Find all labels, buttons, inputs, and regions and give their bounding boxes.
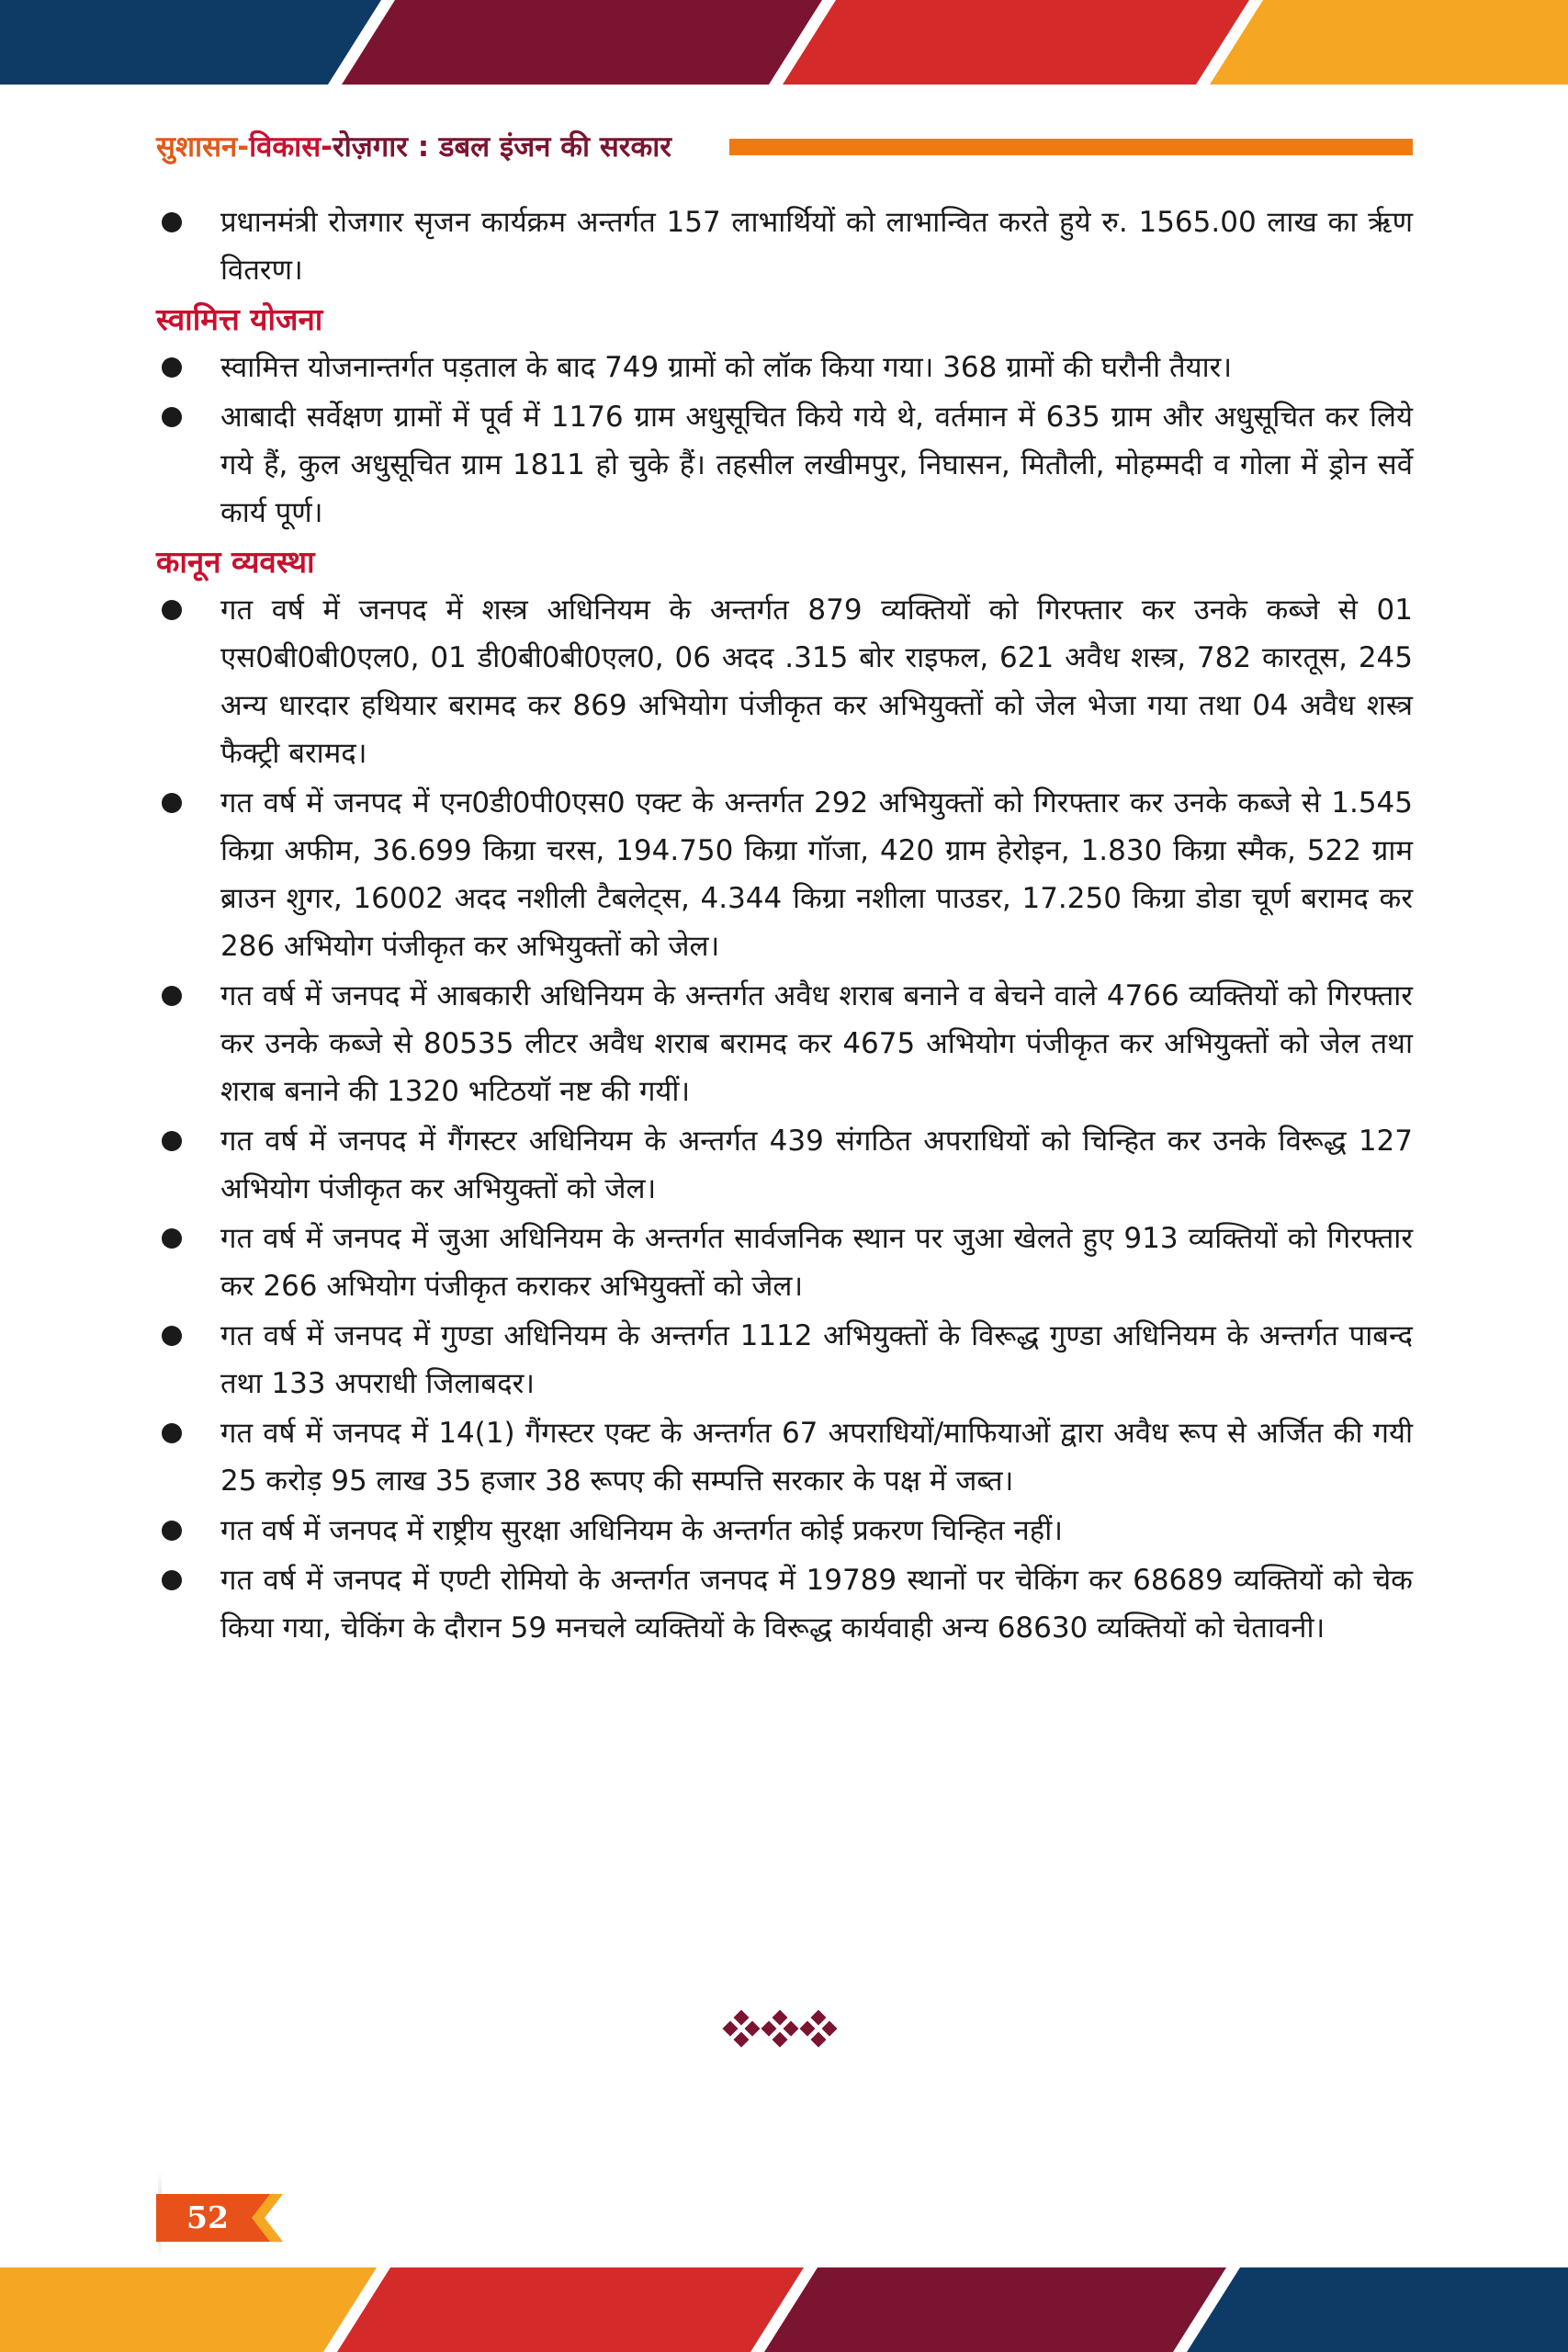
page-header <box>156 125 1413 171</box>
bullet-icon <box>162 1131 182 1151</box>
list-item-text: गत वर्ष में जनपद में गैंगस्टर अधिनियम के अन्तर्गत 439 संगठित अपराधियों को चिन्हित कर उनके विरूद्ध 127 अभियोग पंजीकृत कर अभियुक्तों को जेल। <box>220 1125 1413 1205</box>
list-item <box>156 198 1413 294</box>
list-item-text: गत वर्ष में जनपद में गुण्डा अधिनियम के अन्तर्गत 1112 अभियुक्तों के विरूद्ध गुण्डा अधिनियम के अन्तर्गत पाबन्द तथा 133 अपराधी जिलाबदर। <box>220 1319 1413 1400</box>
page-number: 52 <box>186 2199 229 2235</box>
list-item-text: गत वर्ष में जनपद में जुआ अधिनियम के अन्तर्गत सार्वजनिक स्थान पर जुआ खेलते हुए 913 व्यक्तियों को गिरफ्तार कर 266 अभियोग पंजीकृत कराकर अभियुक्तों को जेल। <box>220 1222 1413 1303</box>
bullet-icon <box>162 793 182 813</box>
list-item <box>156 393 1413 537</box>
list-item <box>156 1507 1413 1555</box>
list-item-text: गत वर्ष में जनपद में आबकारी अधिनियम के अन्तर्गत अवैध शराब बनाने व बेचने वाले 4766 व्यक्तियों को गिरफ्तार कर उनके कब्जे से 80535 लीटर अवैध शराब बरामद कर 4675 अभियोग पंजीकृत कर अभियुक्तों को जेल तथा शराब बनाने की 1320 भटिठयॉ नष्ट की गयीं। <box>220 979 1413 1108</box>
list-item <box>156 1215 1413 1310</box>
ornament-icon <box>722 2007 838 2051</box>
list-item-text: गत वर्ष में जनपद में एण्टी रोमियो के अन्तर्गत जनपद में 19789 स्थानों पर चेकिंग कर 68689 व्यक्तियों को चेक किया गया, चेकिंग के दौरान 59 मनचले व्यक्तियों के विरूद्ध कार्यवाही अन्य 68630 व्यक्तियों को चेतावनी। <box>220 1564 1413 1645</box>
main-content <box>156 198 1413 1654</box>
bullet-icon <box>162 212 182 232</box>
list-item <box>156 1312 1413 1408</box>
bullet-icon <box>162 986 182 1006</box>
band-maroon-stripe <box>333 0 827 85</box>
law-order-list <box>156 586 1413 1652</box>
band-orange-stripe <box>1201 0 1568 85</box>
list-item <box>156 344 1413 391</box>
bullet-icon <box>162 1228 182 1249</box>
bullet-icon <box>162 357 182 378</box>
band-red-stripe <box>328 2267 808 2352</box>
header-title <box>156 125 671 169</box>
band-maroon-stripe <box>755 2267 1231 2352</box>
list-item-text: गत वर्ष में जनपद में राष्ट्रीय सुरक्षा अधिनियम के अन्तर्गत कोई प्रकरण चिन्हित नहीं। <box>220 1514 1063 1547</box>
list-item-text: गत वर्ष में जनपद में शस्त्र अधिनियम के अन्तर्गत 879 व्यक्तियों को गिरफ्तार कर उनके कब्जे से 01 एस0बी0बी0एल0, 01 डी0बी0बी0एल0, 06 अदद .315 बोर राइफल, 621 अवैध शस्त्र, 782 कारतूस, 245 अन्य धारदार हथियार बरामद कर 869 अभियोग पंजीकृत कर अभियुक्तों को जेल भेजा गया तथा 04 अवैध शस्त्र फैक्ट्री बरामद। <box>220 594 1413 770</box>
band-orange-stripe <box>0 2267 381 2352</box>
band-red-stripe <box>773 0 1254 85</box>
bullet-icon <box>162 1423 182 1443</box>
bullet-icon <box>162 1326 182 1346</box>
swamitva-list <box>156 344 1413 537</box>
bullet-icon <box>162 1570 182 1590</box>
list-item-text: प्रधानमंत्री रोजगार सृजन कार्यक्रम अन्तर्गत 157 लाभार्थियों को लाभान्वित करते हुये रु. 1565.00 लाख का ऋृण वितरण। <box>220 206 1413 287</box>
list-item <box>156 1556 1413 1652</box>
page-number-tab <box>156 2194 285 2242</box>
bullet-icon <box>162 407 182 427</box>
list-item <box>156 779 1413 970</box>
list-item <box>156 972 1413 1115</box>
bullet-icon <box>162 600 182 620</box>
section-heading-law-order: कानून व्यवस्था <box>156 544 315 580</box>
header-title-part1: सुशासन- <box>156 130 250 164</box>
list-item <box>156 1117 1413 1213</box>
list-item <box>156 586 1413 777</box>
list-item <box>156 1409 1413 1505</box>
band-navy-stripe <box>1178 2267 1568 2352</box>
list-item-text: स्वामित्त योजनान्तर्गत पड़ताल के बाद 749 ग्रामों को लॉक किया गया। 368 ग्रामों की घरौनी तैयार। <box>220 351 1233 384</box>
intro-list <box>156 198 1413 294</box>
top-decorative-band <box>0 0 1568 85</box>
header-title-part3: रोज़गार : डबल इंजन की सरकार <box>333 130 671 164</box>
list-item-text: गत वर्ष में जनपद में 14(1) गैंगस्टर एक्ट के अन्तर्गत 67 अपराधियों/माफियाओं द्वारा अवैध रूप से अर्जित की गयी 25 करोड़ 95 लाख 35 हजार 38 रूपए की सम्पत्ति सरकार के पक्ष में जब्त। <box>220 1417 1413 1498</box>
list-item-text: आबादी सर्वेक्षण ग्रामों में पूर्व में 1176 ग्राम अधुसूचित किये गये थे, वर्तमान में 635 ग्राम और अधुसूचित कर लिये गये हैं, कुल अधुसूचित ग्राम 1811 हो चुके हैं। तहसील लखीमपुर, निघासन, मितौली, मोहम्मदी व गोला में ड्रोन सर्वे कार्य पूर्ण। <box>220 401 1413 529</box>
band-navy-stripe <box>0 0 386 85</box>
bullet-icon <box>162 1521 182 1541</box>
header-rule <box>729 139 1413 155</box>
bottom-decorative-band <box>0 2267 1568 2352</box>
list-item-text: गत वर्ष में जनपद में एन0डी0पी0एस0 एक्ट के अन्तर्गत 292 अभियुक्तों को गिरफ्तार कर उनके कब्जे से 1.545 किग्रा अफीम, 36.699 किग्रा चरस, 194.750 किग्रा गॉजा, 420 ग्राम हेरोइन, 1.830 किग्रा स्मैक, 522 ग्राम ब्राउन शुगर, 16002 अदद नशीली टैबलेट्स, 4.344 किग्रा नशीला पाउडर, 17.250 किग्रा डोडा चूर्ण बरामद कर 286 अभियोग पंजीकृत कर अभियुक्तों को जेल। <box>220 786 1413 963</box>
header-title-part2: विकास- <box>249 130 333 164</box>
section-heading-swamitva: स्वामित्त योजना <box>156 301 323 337</box>
